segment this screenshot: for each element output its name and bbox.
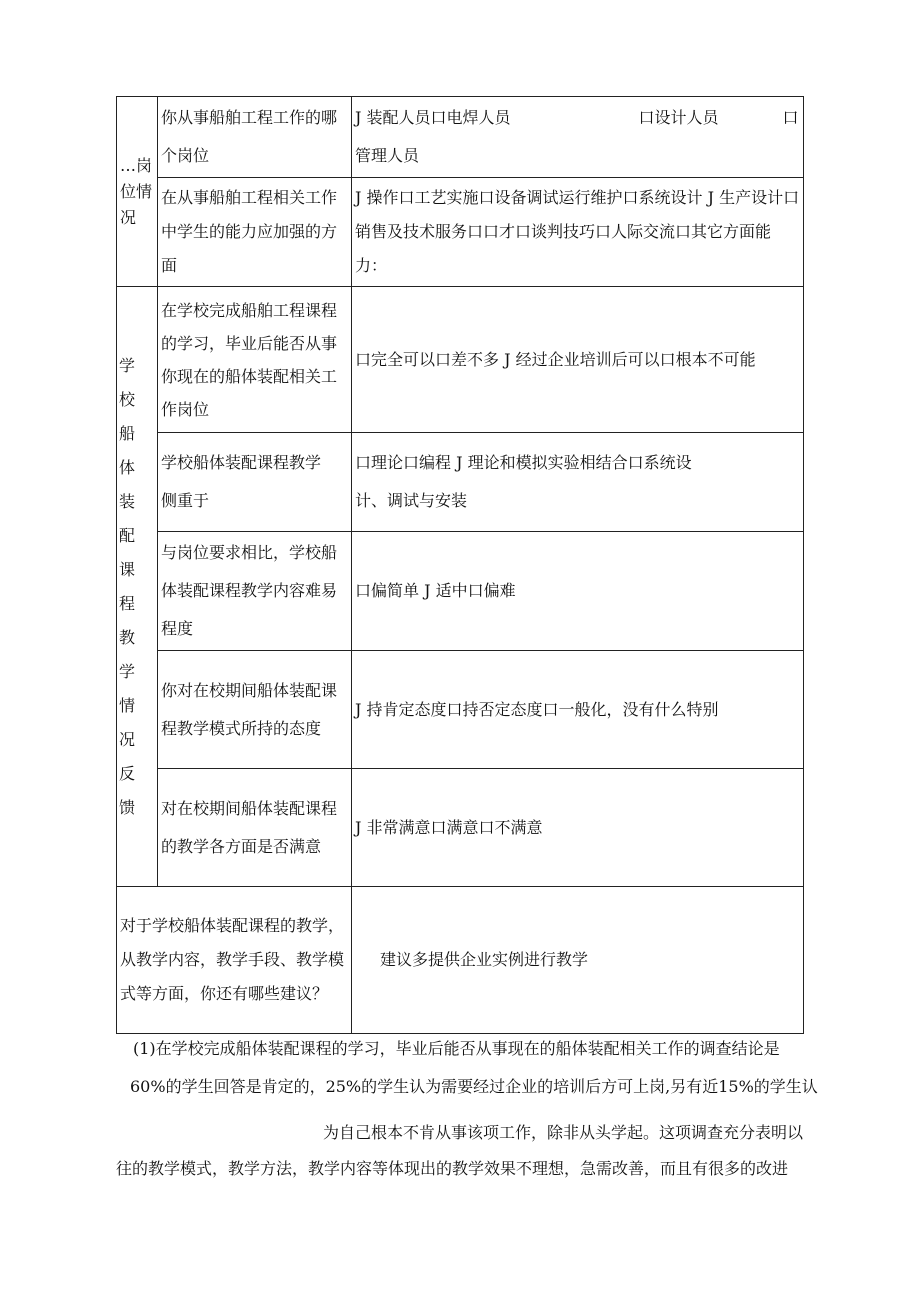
suggestion-question-cell: 对于学校船体装配课程的教学，从教学内容，教学手段、教学模式等方面，你还有哪些建议？ bbox=[117, 887, 352, 1034]
table-row bbox=[117, 433, 804, 532]
question-cell: 学校船体装配课程教学侧重于 bbox=[158, 433, 352, 532]
body-paragraph-line: 60%的学生回答是肯定的，25%的学生认为需要经过企业的培训后方可上岗,另有近15%的学生认 bbox=[130, 1077, 818, 1096]
table-row bbox=[117, 97, 804, 178]
answer-cell: J 持肯定态度口持否定态度口一般化，没有什么特别 bbox=[352, 651, 804, 769]
answer-cell: J 非常满意口满意口不满意 bbox=[352, 769, 804, 887]
table-row bbox=[117, 887, 804, 1034]
table-row bbox=[117, 532, 804, 651]
body-paragraph-line: 为自己根本不肯从事该项工作，除非从头学起。这项调查充分表明以 bbox=[322, 1123, 803, 1142]
survey-table bbox=[116, 96, 804, 1034]
question-cell: 在学校完成船舶工程课程的学习，毕业后能否从事你现在的船体装配相关工作岗位 bbox=[158, 287, 352, 433]
question-cell: 你对在校期间船体装配课程教学模式所持的态度 bbox=[158, 651, 352, 769]
answer-cell: 口完全可以口差不多 J 经过企业培训后可以口根本不可能 bbox=[352, 287, 804, 433]
question-cell: 你从事船舶工程工作的哪个岗位 bbox=[158, 97, 352, 178]
table-row bbox=[117, 178, 804, 287]
suggestion-answer-cell: 建议多提供企业实例进行教学 bbox=[352, 887, 804, 1034]
table-row bbox=[117, 769, 804, 887]
section-teaching-feedback: 学校船体装配课程教学情况反馈 bbox=[117, 287, 158, 887]
answer-cell: 口理论口编程 J 理论和模拟实验相结合口系统设计、调试与安装 bbox=[352, 433, 804, 532]
answer-cell: J 操作口工艺实施口设备调试运行维护口系统设计 J 生产设计口销售及技术服务口口才口谈判技巧口人际交流口其它方面能力： bbox=[352, 178, 804, 287]
table-row bbox=[117, 287, 804, 433]
answer-cell: J 装配人员口电焊人员 口设计人员 口管理人员 bbox=[352, 97, 804, 178]
answer-cell: 口偏简单 J 适中口偏难 bbox=[352, 532, 804, 651]
question-cell: 对在校期间船体装配课程的教学各方面是否满意 bbox=[158, 769, 352, 887]
question-cell: 在从事船舶工程相关工作中学生的能力应加强的方面 bbox=[158, 178, 352, 287]
body-paragraph-line: (1)在学校完成船体装配课程的学习，毕业后能否从事现在的船体装配相关工作的调查结论是 bbox=[133, 1039, 780, 1058]
section-post-situation: …岗位情况 bbox=[117, 97, 158, 287]
question-cell: 与岗位要求相比，学校船体装配课程教学内容难易程度 bbox=[158, 532, 352, 651]
table-row bbox=[117, 651, 804, 769]
body-paragraph-line: 往的教学模式，教学方法，教学内容等体现出的教学效果不理想，急需改善，而且有很多的改进 bbox=[116, 1159, 789, 1178]
